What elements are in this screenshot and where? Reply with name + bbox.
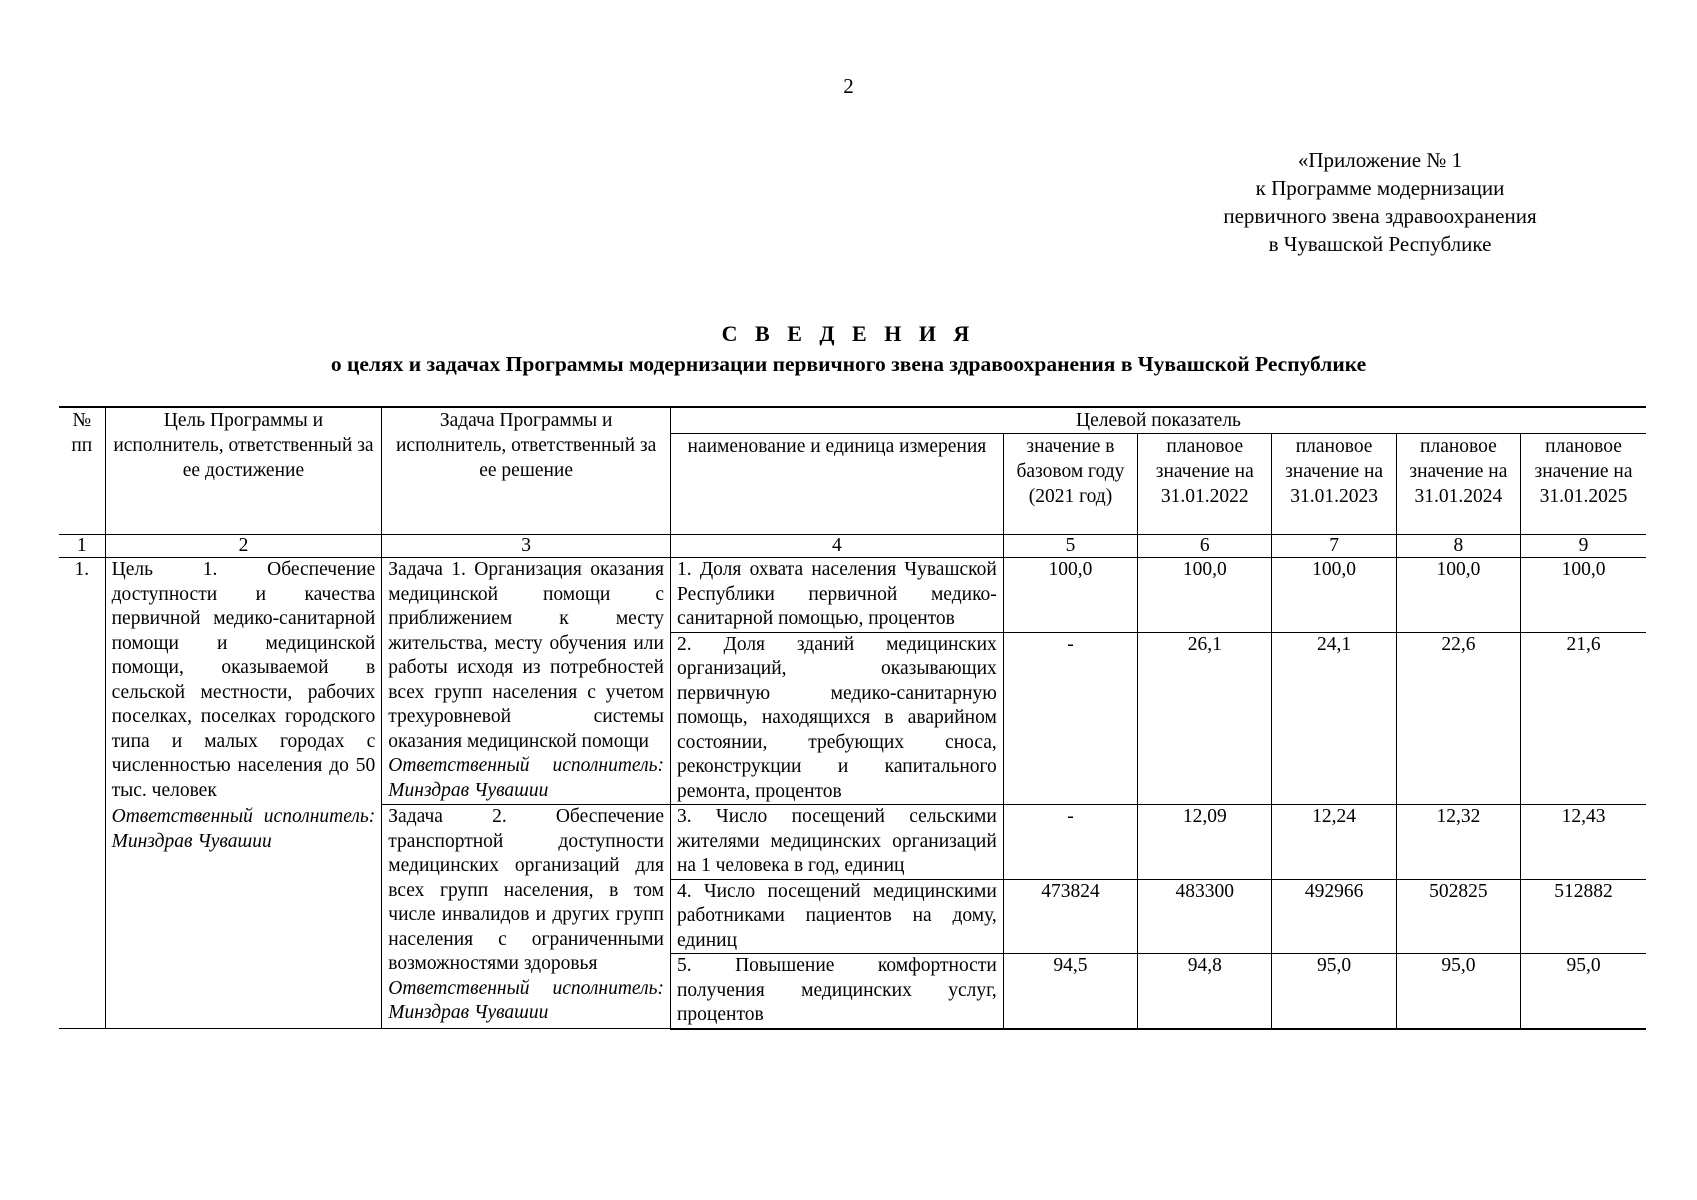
appendix-note (1170, 146, 1590, 258)
indicator-plan-2022: 483300 (1138, 879, 1272, 954)
indicator-base-value: 473824 (1003, 879, 1137, 954)
header-target-indicator: Целевой показатель (670, 407, 1646, 434)
appendix-line: к Программе модернизации (1255, 176, 1505, 200)
indicator-plan-2024: 12,32 (1396, 805, 1520, 880)
indicator-plan-2025: 12,43 (1521, 805, 1646, 880)
goals-table (59, 406, 1646, 1030)
header-indicator-name: наименование и единица измерения (670, 434, 1003, 535)
column-number-row (59, 535, 1646, 558)
header-base-value: значение в базовом году (2021 год) (1003, 434, 1137, 535)
indicator-plan-2022: 12,09 (1138, 805, 1272, 880)
task-cell (382, 805, 671, 1029)
document-subtitle: о целях и задачах Программы модернизации первичного звена здравоохранения в Чувашской Республике (330, 352, 1367, 376)
column-number: 1 (59, 535, 105, 558)
header-plan-2024: плановое значение на 31.01.2024 (1396, 434, 1520, 535)
header-plan-2023: плановое значение на 31.01.2023 (1272, 434, 1396, 535)
task-text: Задача 1. Организация оказания медицинской помощи с приближением к месту жительства, месту обучения или работы исходя из потребностей всех групп населения с учетом трехуровневой системы оказания медицинской помощи (388, 559, 664, 752)
indicator-plan-2025: 95,0 (1521, 954, 1646, 1029)
indicator-plan-2022: 100,0 (1138, 558, 1272, 633)
header-task: Задача Программы и исполнитель, ответственный за ее решение (382, 407, 671, 535)
indicator-name: 5. Повышение комфортности получения медицинских услуг, процентов (670, 954, 1003, 1029)
indicator-base-value: 100,0 (1003, 558, 1137, 633)
indicator-base-value: 94,5 (1003, 954, 1137, 1029)
column-number: 2 (105, 535, 382, 558)
indicator-plan-2023: 95,0 (1272, 954, 1396, 1029)
appendix-line: первичного звена здравоохранения (1223, 204, 1537, 228)
indicator-plan-2024: 502825 (1396, 879, 1520, 954)
column-number: 4 (670, 535, 1003, 558)
indicator-name: 2. Доля зданий медицинских организаций, оказывающих первичную медико-санитарную помощь, находящихся в аварийном состоянии, требующих сноса, реконструкции и капитального ремонта, процентов (670, 632, 1003, 805)
indicator-plan-2023: 24,1 (1272, 632, 1396, 805)
indicator-plan-2025: 100,0 (1521, 558, 1646, 633)
header-num: № пп (59, 407, 105, 535)
goal-text: Цель 1. Обеспечение доступности и качества первичной медико-санитарной помощи и медицинской помощи, оказываемой в сельской местности, рабочих поселках, поселках городского типа и малых городах с численностью населения до 50 тыс. человек (111, 559, 376, 801)
header-plan-2022: плановое значение на 31.01.2022 (1138, 434, 1272, 535)
goal-cell (105, 558, 382, 1029)
indicator-name: 1. Доля охвата населения Чувашской Республики первичной медико-санитарной помощью, процентов (670, 558, 1003, 633)
indicator-base-value: - (1003, 805, 1137, 880)
header-goal: Цель Программы и исполнитель, ответственный за ее достижение (105, 407, 382, 535)
column-number: 9 (1521, 535, 1646, 558)
indicator-plan-2022: 94,8 (1138, 954, 1272, 1029)
indicator-plan-2025: 21,6 (1521, 632, 1646, 805)
task-cell (382, 558, 671, 805)
task-text: Задача 2. Обеспечение транспортной доступности медицинских организаций для всех групп населения, в том числе инвалидов и других групп населения с ограниченными возможностями здоровья (388, 806, 664, 974)
appendix-line: в Чувашской Республике (1268, 232, 1492, 256)
task-responsible: Ответственный исполнитель: Минздрав Чувашии (388, 977, 664, 1023)
indicator-plan-2022: 26,1 (1138, 632, 1272, 805)
document-title: С В Е Д Е Н И Я (721, 321, 976, 346)
column-number: 8 (1396, 535, 1520, 558)
column-number: 3 (382, 535, 671, 558)
column-number: 7 (1272, 535, 1396, 558)
appendix-line: «Приложение № 1 (1297, 148, 1463, 172)
indicator-plan-2023: 492966 (1272, 879, 1396, 954)
indicator-plan-2023: 12,24 (1272, 805, 1396, 880)
column-number: 5 (1003, 535, 1137, 558)
indicator-plan-2024: 100,0 (1396, 558, 1520, 633)
row-number: 1. (59, 558, 105, 1029)
indicator-base-value: - (1003, 632, 1137, 805)
indicator-plan-2023: 100,0 (1272, 558, 1396, 633)
goal-responsible: Ответственный исполнитель: Минздрав Чувашии (111, 806, 376, 852)
page-number: 2 (843, 74, 854, 98)
task-responsible: Ответственный исполнитель: Минздрав Чувашии (388, 755, 664, 801)
header-plan-2025: плановое значение на 31.01.2025 (1521, 434, 1646, 535)
indicator-plan-2025: 512882 (1521, 879, 1646, 954)
indicator-name: 4. Число посещений медицинскими работниками пациентов на дому, единиц (670, 879, 1003, 954)
indicator-name: 3. Число посещений сельскими жителями медицинских организаций на 1 человека в год, единиц (670, 805, 1003, 880)
indicator-plan-2024: 22,6 (1396, 632, 1520, 805)
indicator-plan-2024: 95,0 (1396, 954, 1520, 1029)
table-row (59, 558, 1646, 633)
column-number: 6 (1138, 535, 1272, 558)
